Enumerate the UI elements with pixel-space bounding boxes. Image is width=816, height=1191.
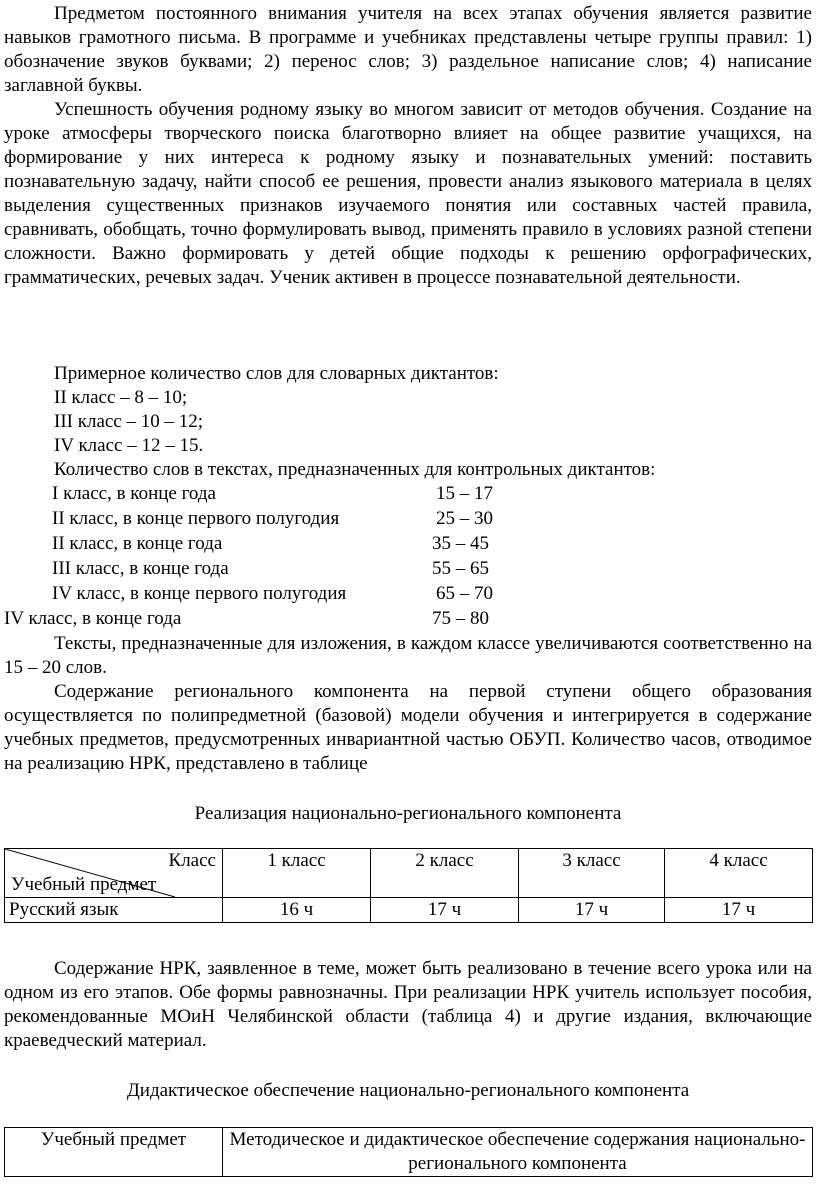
control-row-value: 75 – 80: [432, 608, 489, 629]
dictation-line: II класс – 8 – 10;: [54, 387, 188, 408]
control-row: [4, 532, 812, 557]
spacer: [4, 290, 812, 362]
didactic-table: [4, 1127, 813, 1177]
hours-cell: 17 ч: [371, 898, 519, 923]
hours-cell: 17 ч: [519, 898, 665, 923]
paragraph-retelling: Тексты, предназначенные для изложения, в каждом классе увеличиваются соответственно на 15 – 20 слов.: [4, 633, 812, 678]
control-row: [4, 607, 812, 632]
control-row-label: IV класс, в конце года: [4, 608, 182, 629]
hours-cell: 16 ч: [223, 898, 371, 923]
control-row: [4, 482, 812, 507]
paragraph-regional: Содержание регионального компонента на первой ступени общего образования осуществляется по полипредметной (базовой) модели обучения и интегрируется в содержание учебных предметов, предусмотренных инвариантной частью ОБУП. Количество часов, отводимое на реализацию НРК, представлено в таблице: [4, 681, 812, 774]
corner-cell: [5, 849, 223, 898]
control-row-label: II класс, в конце года: [52, 533, 223, 554]
table-header-cell: Методическое и дидактическое обеспечение содержания национально-регионального компонента: [223, 1128, 813, 1177]
control-row: [4, 507, 812, 532]
table-header-cell: 3 класс: [519, 849, 665, 898]
control-row-label: IV класс, в конце первого полугодия: [52, 583, 347, 604]
corner-top-label: Класс: [168, 850, 216, 871]
paragraph-methods: Успешность обучения родному языку во многом зависит от методов обучения. Создание на уроке атмосферы творческого поиска благотворно влияет на общее развитие учащихся, на формирование у них интереса к родному языку и познавательных умений: поставить познавательную задачу, найти способ ее решения, провести анализ языкового материала в целях выделения существенных признаков изучаемого понятия или составных частей правила, сравнивать, обобщать, точно формулировать вывод, применять правило в условиях разной степени сложности. Важно формировать у детей общие подходы к решению орфографических, грамматических, речевых задач. Ученик активен в процессе познавательной деятельности.: [4, 99, 812, 288]
control-row: [4, 582, 812, 607]
table2-title: Дидактическое обеспечение национально-регионального компонента: [126, 1080, 690, 1101]
table-header-row: [5, 849, 813, 898]
dictation-heading: Примерное количество слов для словарных диктантов:: [54, 363, 499, 384]
table-header-cell: 2 класс: [371, 849, 519, 898]
table1-title: Реализация национально-регионального компонента: [194, 803, 622, 824]
paragraph-literacy: Предметом постоянного внимания учителя на всех этапах обучения является развитие навыков грамотного письма. В программе и учебниках представлены четыре группы правил: 1) обозначение звуков буквами; 2) перенос слов; 3) раздельное написание слов; 4) написание заглавной буквы.: [4, 3, 812, 96]
paragraph-nrk-usage: Содержание НРК, заявленное в теме, может быть реализовано в течение всего урока или на одном из его этапов. Обе формы равнозначны. При реализации НРК учитель использует пособия, рекомендованные МОиН Челябинской области (таблица 4) и другие издания, включающие краеведческий материал.: [4, 958, 812, 1051]
table-header-cell: 1 класс: [223, 849, 371, 898]
table-row: [5, 898, 813, 923]
control-dictation-heading: Количество слов в текстах, предназначенных для контрольных диктантов:: [54, 459, 656, 480]
table-header-cell: 4 класс: [665, 849, 813, 898]
control-row-label: III класс, в конце года: [52, 558, 229, 579]
subject-cell: Русский язык: [5, 898, 223, 923]
control-row-value: 65 – 70: [436, 583, 493, 604]
dictation-line: IV класс – 12 – 15.: [54, 435, 204, 456]
control-row: [4, 557, 812, 582]
dictation-line: III класс – 10 – 12;: [54, 411, 204, 432]
document-page: [4, 2, 812, 1177]
control-row-label: I класс, в конце года: [52, 483, 216, 504]
control-row-value: 25 – 30: [436, 508, 493, 529]
control-row-value: 35 – 45: [432, 533, 489, 554]
control-row-value: 55 – 65: [432, 558, 489, 579]
corner-bottom-label: Учебный предмет: [11, 874, 157, 895]
control-row-label: II класс, в конце первого полугодия: [52, 508, 340, 529]
hours-table: [4, 848, 813, 923]
table-header-cell: Учебный предмет: [5, 1128, 223, 1177]
hours-cell: 17 ч: [665, 898, 813, 923]
control-row-value: 15 – 17: [436, 483, 493, 504]
table-header-row: [5, 1128, 813, 1177]
